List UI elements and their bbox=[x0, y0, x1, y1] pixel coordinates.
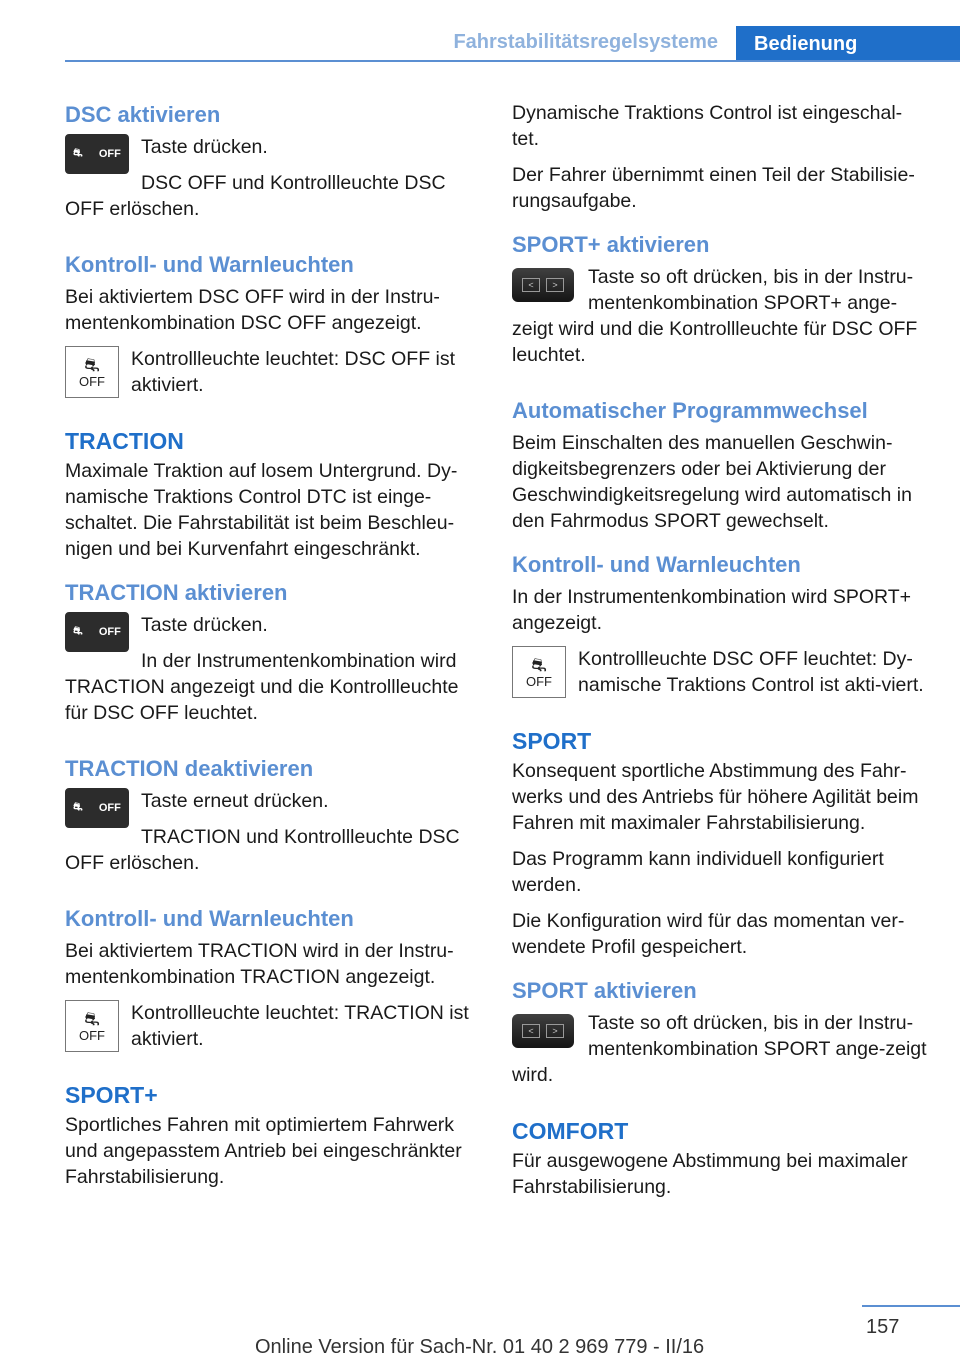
driving-experience-switch-icon: < > bbox=[512, 1014, 574, 1048]
dsc-off-indicator-icon: ⛐ OFF bbox=[65, 346, 119, 398]
step-text: Taste so oft drücken, bis in der Instru-mentenkombination SPORT ange-zeigt wird. bbox=[512, 1012, 927, 1086]
paragraph: Bei aktiviertem DSC OFF wird in der Instru-mentenkombination DSC OFF angezeigt. bbox=[65, 286, 440, 334]
page-header bbox=[0, 26, 960, 62]
heading-lights: Kontroll- und Warnleuchten bbox=[512, 552, 801, 577]
chapter-tab: Bedienung bbox=[736, 26, 960, 62]
heading-dsc-on: DSC aktivieren bbox=[65, 102, 221, 127]
indicator-text: Kontrollleuchte DSC OFF leuchtet: Dy-namische Traktions Control ist akti-viert. bbox=[578, 648, 924, 696]
indicator-text: Kontrollleuchte leuchtet: DSC OFF ist aktiviert. bbox=[131, 348, 456, 396]
paragraph: Maximale Traktion auf losem Untergrund. Dy-namische Traktions Control DTC ist einge-schaltet. Die Fahrstabilität ist beim Beschleu-nigen und bei Kurvenfahrt eingeschränkt. bbox=[65, 460, 458, 560]
dsc-off-button-icon: ⛐ OFF bbox=[65, 134, 129, 174]
section-title: Fahrstabilitätsregelsysteme bbox=[453, 31, 718, 53]
left-column bbox=[65, 100, 480, 1200]
step-text: In der Instrumentenkombination wird TRACTION angezeigt und die Kontrollleuchte für DSC OFF leuchtet. bbox=[65, 650, 459, 724]
paragraph: Für ausgewogene Abstimmung bei maximaler Fahrstabilisierung. bbox=[512, 1150, 908, 1198]
step-text: DSC OFF und Kontrollleuchte DSC OFF erlöschen. bbox=[65, 172, 446, 220]
heading-sport-plus: SPORT+ bbox=[65, 1082, 158, 1108]
footer-divider bbox=[862, 1305, 960, 1307]
online-version-note: Online Version für Sach-Nr. 01 40 2 969 779 - II/16 bbox=[255, 1336, 705, 1358]
paragraph: Die Konfiguration wird für das momentan ver-wendete Profil gespeichert. bbox=[512, 910, 905, 958]
paragraph: Das Programm kann individuell konfiguriert werden. bbox=[512, 848, 884, 896]
indicator-text: Kontrollleuchte leuchtet: TRACTION ist aktiviert. bbox=[131, 1002, 469, 1050]
right-column bbox=[512, 100, 927, 1210]
paragraph: Bei aktiviertem TRACTION wird in der Instru-mentenkombination TRACTION angezeigt. bbox=[65, 940, 454, 988]
step-text: TRACTION und Kontrollleuchte DSC OFF erlöschen. bbox=[65, 826, 460, 874]
heading-traction: TRACTION bbox=[65, 428, 184, 454]
heading-comfort: COMFORT bbox=[512, 1118, 629, 1144]
page-number: 157 bbox=[866, 1316, 900, 1338]
dsc-off-indicator-icon: ⛐ OFF bbox=[512, 646, 566, 698]
header-divider bbox=[65, 60, 960, 62]
heading-sport: SPORT bbox=[512, 728, 592, 754]
paragraph: Beim Einschalten des manuellen Geschwin-digkeitsbegrenzers oder bei Aktivierung der Geschwindigkeitsregelung wird automatisch in den Fahrmodus SPORT gewechselt. bbox=[512, 432, 912, 532]
heading-lights: Kontroll- und Warnleuchten bbox=[65, 906, 354, 931]
step-text: Taste so oft drücken, bis in der Instru-mentenkombination SPORT+ ange-zeigt wird und die Kontrollleuchte für DSC OFF leuchtet. bbox=[512, 266, 918, 366]
paragraph: Konsequent sportliche Abstimmung des Fahr-werks und des Antriebs für höhere Agilität beim Fahren mit maximaler Fahrstabilisierung. bbox=[512, 760, 919, 834]
paragraph: Dynamische Traktions Control ist eingeschal-tet. bbox=[512, 102, 903, 150]
heading-traction-on: TRACTION aktivieren bbox=[65, 580, 288, 605]
paragraph: Der Fahrer übernimmt einen Teil der Stabilisie-rungsaufgabe. bbox=[512, 164, 915, 212]
paragraph: In der Instrumentenkombination wird SPORT+ angezeigt. bbox=[512, 586, 912, 634]
driving-experience-switch-icon: < > bbox=[512, 268, 574, 302]
heading-sport-on: SPORT aktivieren bbox=[512, 978, 697, 1003]
dsc-off-indicator-icon: ⛐ OFF bbox=[65, 1000, 119, 1052]
step-text: Taste erneut drücken. bbox=[141, 790, 329, 812]
heading-auto-program: Automatischer Programmwechsel bbox=[512, 398, 868, 423]
dsc-off-button-icon: ⛐ OFF bbox=[65, 788, 129, 828]
step-text: Taste drücken. bbox=[141, 614, 268, 636]
heading-traction-off: TRACTION deaktivieren bbox=[65, 756, 314, 781]
dsc-off-button-icon: ⛐ OFF bbox=[65, 612, 129, 652]
heading-sport-plus-on: SPORT+ aktivieren bbox=[512, 232, 710, 257]
paragraph: Sportliches Fahren mit optimiertem Fahrwerk und angepasstem Antrieb bei eingeschränkter Fahrstabilisierung. bbox=[65, 1114, 462, 1188]
heading-lights: Kontroll- und Warnleuchten bbox=[65, 252, 354, 277]
step-text: Taste drücken. bbox=[141, 136, 268, 158]
